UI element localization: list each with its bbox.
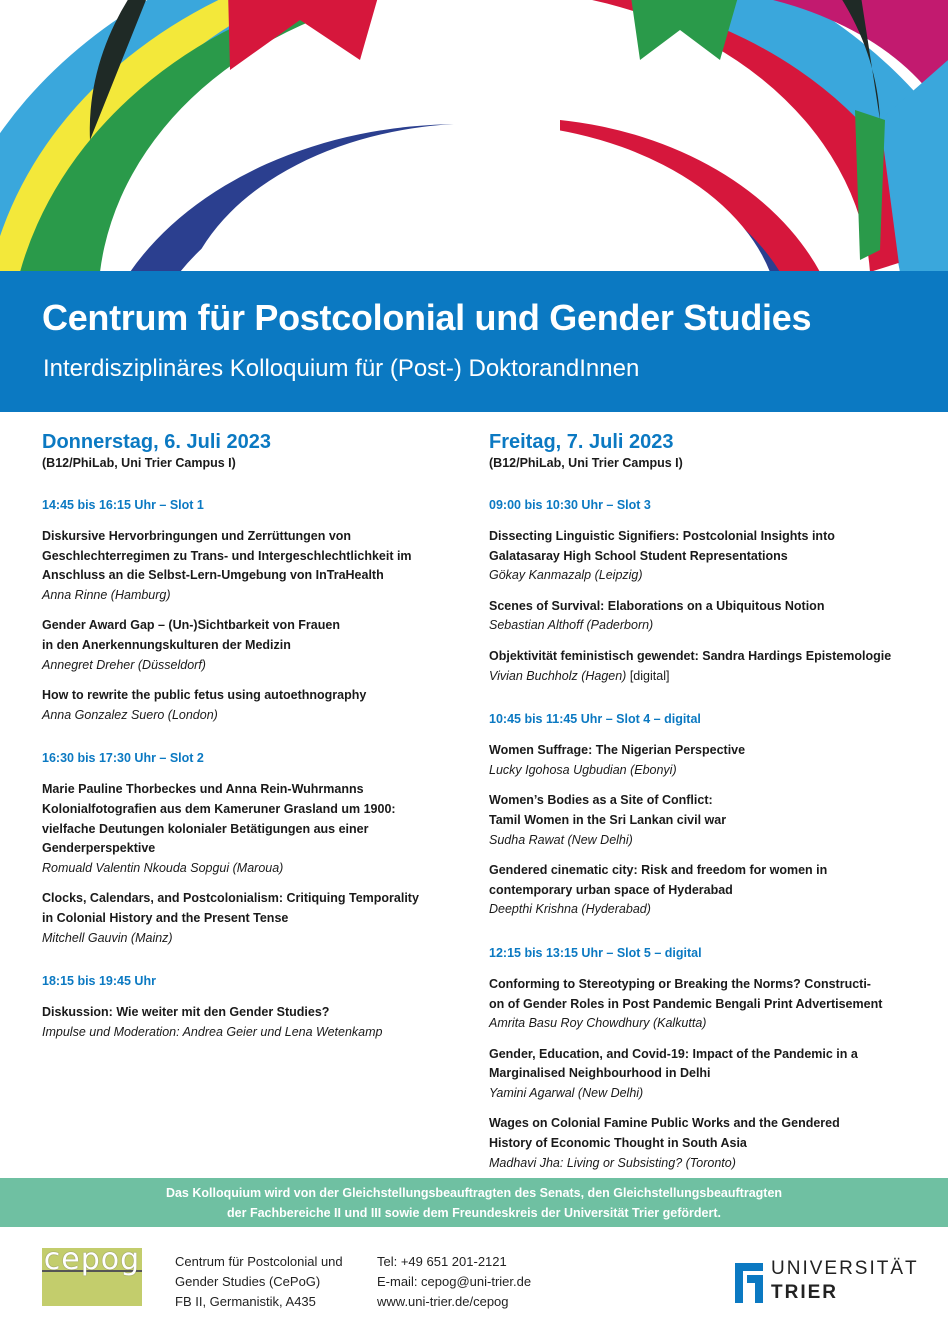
talk-title: Clocks, Calendars, and Postcolonialism: Critiquing Temporality in Colonial History and the Present Tense <box>42 891 419 925</box>
talk-speaker-line <box>489 1014 919 1034</box>
talk-item <box>42 527 462 605</box>
title-banner <box>0 271 948 412</box>
talk-speaker: Mitchell Gauvin (Mainz) <box>42 930 173 945</box>
talk-title: Wages on Colonial Famine Public Works and the Gendered History of Economic Thought in South Asia <box>489 1116 840 1151</box>
talk-format-tag: [digital] <box>626 668 670 683</box>
slot-time: 10:45 bis 11:45 Uhr – Slot 4 – digital <box>489 712 701 727</box>
talk-speaker-line <box>42 586 462 606</box>
talk-speaker: Yamini Agarwal (New Delhi) <box>489 1085 644 1100</box>
talk-speaker: Vivian Buchholz (Hagen) <box>489 668 627 683</box>
talk-title: Diskussion: Wie weiter mit den Gender Studies? <box>42 1005 330 1020</box>
time-slot <box>42 496 462 725</box>
funding-line-2: der Fachbereiche II und III sowie dem Freundeskreis der Universität Trier gefördert. <box>227 1205 721 1220</box>
talk-item <box>42 1003 462 1042</box>
talk-item <box>42 780 462 878</box>
talk-speaker-line <box>42 706 462 726</box>
day-title: Freitag, 7. Juli 2023 <box>489 431 674 453</box>
time-slot <box>42 749 462 948</box>
talk-item <box>489 527 919 586</box>
talk-item <box>42 889 462 948</box>
time-slot <box>489 710 919 920</box>
email-link[interactable]: E-mail: cepog@uni-trier.de <box>377 1274 532 1289</box>
talk-item <box>489 597 919 636</box>
talk-speaker-line <box>489 667 919 687</box>
talk-speaker: Amrita Basu Roy Chowdhury (Kalkutta) <box>489 1016 707 1031</box>
slot-time: 09:00 bis 10:30 Uhr – Slot 3 <box>489 498 651 512</box>
talk-speaker-line <box>489 761 919 781</box>
talk-item <box>489 861 919 920</box>
slot-time: 18:15 bis 19:45 Uhr <box>42 974 156 989</box>
day-column-thursday <box>42 429 462 1053</box>
talk-item <box>489 741 919 780</box>
time-slot <box>489 496 919 686</box>
talk-speaker-line <box>489 831 919 851</box>
slot-time: 14:45 bis 16:15 Uhr – Slot 1 <box>42 498 204 512</box>
talk-speaker: Madhavi Jha: Living or Subsisting? (Toronto) <box>489 1155 736 1170</box>
talk-speaker: Sebastian Althoff (Paderborn) <box>489 618 654 633</box>
university-trier-logo <box>735 1258 919 1306</box>
university-name: UNIVERSITÄT <box>771 1258 919 1279</box>
talk-item <box>489 647 919 686</box>
talk-title: How to rewrite the public fetus using autoethnography <box>42 688 367 703</box>
address-line: Centrum für Postcolonial und <box>175 1254 343 1269</box>
talk-title: Gender Award Gap – (Un-)Sichtbarkeit von Frauen in den Anerkennungskulturen der Medizin <box>42 618 340 652</box>
talk-speaker: Lucky Igohosa Ugbudian (Ebonyi) <box>489 762 677 777</box>
university-city: TRIER <box>771 1282 838 1303</box>
talk-speaker-line <box>489 1154 919 1174</box>
footer-contact <box>377 1252 531 1312</box>
day-title: Donnerstag, 6. Juli 2023 <box>42 431 271 453</box>
page-subtitle: Interdisziplinäres Kolloquium für (Post-) DoktorandInnen <box>43 355 640 382</box>
talk-speaker: Anna Gonzalez Suero (London) <box>42 707 218 722</box>
talk-title: Conforming to Stereotyping or Breaking the Norms? Constructi- on of Gender Roles in Post Pandemic Bengali Print Advertisement <box>489 976 883 1011</box>
talk-title: Women’s Bodies as a Site of Conflict: Tamil Women in the Sri Lankan civil war <box>489 793 727 827</box>
talk-speaker-line <box>489 566 919 586</box>
slot-time: 16:30 bis 17:30 Uhr – Slot 2 <box>42 751 204 766</box>
talk-speaker-line <box>489 900 919 920</box>
talk-speaker: Deepthi Krishna (Hyderabad) <box>489 902 651 917</box>
phone-text: Tel: +49 651 201-2121 <box>377 1254 507 1269</box>
footer-address <box>175 1252 343 1312</box>
talk-item <box>489 791 919 850</box>
talk-speaker-line <box>42 1023 462 1043</box>
talk-title: Diskursive Hervorbringungen und Zerrüttungen von Geschlechterregimen zu Trans- und Intergeschlechtlichkeit im Anschluss an die Selbst-Lern-Umgebung von InTraHealth <box>42 529 412 583</box>
time-slot <box>42 972 462 1042</box>
talk-speaker-line <box>489 1084 919 1104</box>
cepog-logo-text: cepog <box>43 1242 141 1277</box>
funding-note <box>0 1178 948 1227</box>
talk-title: Gendered cinematic city: Risk and freedom for women in contemporary urban space of Hyderabad <box>489 863 828 897</box>
talk-title: Marie Pauline Thorbeckes und Anna Rein-Wuhrmanns Kolonialfotografien aus dem Kameruner Grasland um 1900: vielfache Deutungen kolonialer Betätigungen aus einer Genderperspektive <box>42 782 396 856</box>
talk-title: Dissecting Linguistic Signifiers: Postcolonial Insights into Galatasaray High School Student Representations <box>489 529 835 563</box>
talk-speaker-line <box>42 656 462 676</box>
address-line: FB II, Germanistik, A435 <box>175 1294 316 1309</box>
cepog-logo <box>42 1242 142 1306</box>
website-link[interactable]: www.uni-trier.de/cepog <box>377 1294 509 1309</box>
funding-line-1: Das Kolloquium wird von der Gleichstellungsbeauftragten des Senats, den Gleichstellungsbeauftragten <box>165 1185 783 1200</box>
time-slot <box>489 944 919 1173</box>
address-line: Gender Studies (CePoG) <box>175 1274 321 1289</box>
talk-speaker: Romuald Valentin Nkouda Sopgui (Maroua) <box>42 860 284 875</box>
day-column-friday <box>489 429 919 1184</box>
talk-speaker: Sudha Rawat (New Delhi) <box>489 832 633 847</box>
talk-title: Gender, Education, and Covid-19: Impact of the Pandemic in a Marginalised Neighbourhood in Delhi <box>489 1046 858 1081</box>
page-title: Centrum für Postcolonial und Gender Studies <box>42 297 812 338</box>
talk-title: Women Suffrage: The Nigerian Perspective <box>489 743 746 758</box>
talk-title: Objektivität feministisch gewendet: Sandra Hardings Epistemologie <box>489 648 892 663</box>
talk-item <box>489 1045 919 1104</box>
talk-title: Scenes of Survival: Elaborations on a Ubiquitous Notion <box>489 598 825 613</box>
talk-speaker: Gökay Kanmazalp (Leipzig) <box>489 568 643 583</box>
talk-speaker-line <box>489 616 919 636</box>
talk-speaker: Impulse und Moderation: Andrea Geier und Lena Wetenkamp <box>42 1024 383 1039</box>
talk-item <box>489 975 919 1034</box>
talk-speaker-line <box>42 859 462 879</box>
talk-item <box>489 1114 919 1173</box>
header-artwork <box>0 0 948 272</box>
day-venue: (B12/PhiLab, Uni Trier Campus I) <box>489 456 683 470</box>
talk-item <box>42 616 462 675</box>
day-venue: (B12/PhiLab, Uni Trier Campus I) <box>42 456 236 470</box>
talk-speaker-line <box>42 929 462 949</box>
university-mark-icon <box>735 1263 763 1303</box>
talk-item <box>42 686 462 725</box>
slot-time: 12:15 bis 13:15 Uhr – Slot 5 – digital <box>489 945 702 960</box>
talk-speaker: Anna Rinne (Hamburg) <box>42 587 171 602</box>
talk-speaker: Annegret Dreher (Düsseldorf) <box>42 657 206 672</box>
